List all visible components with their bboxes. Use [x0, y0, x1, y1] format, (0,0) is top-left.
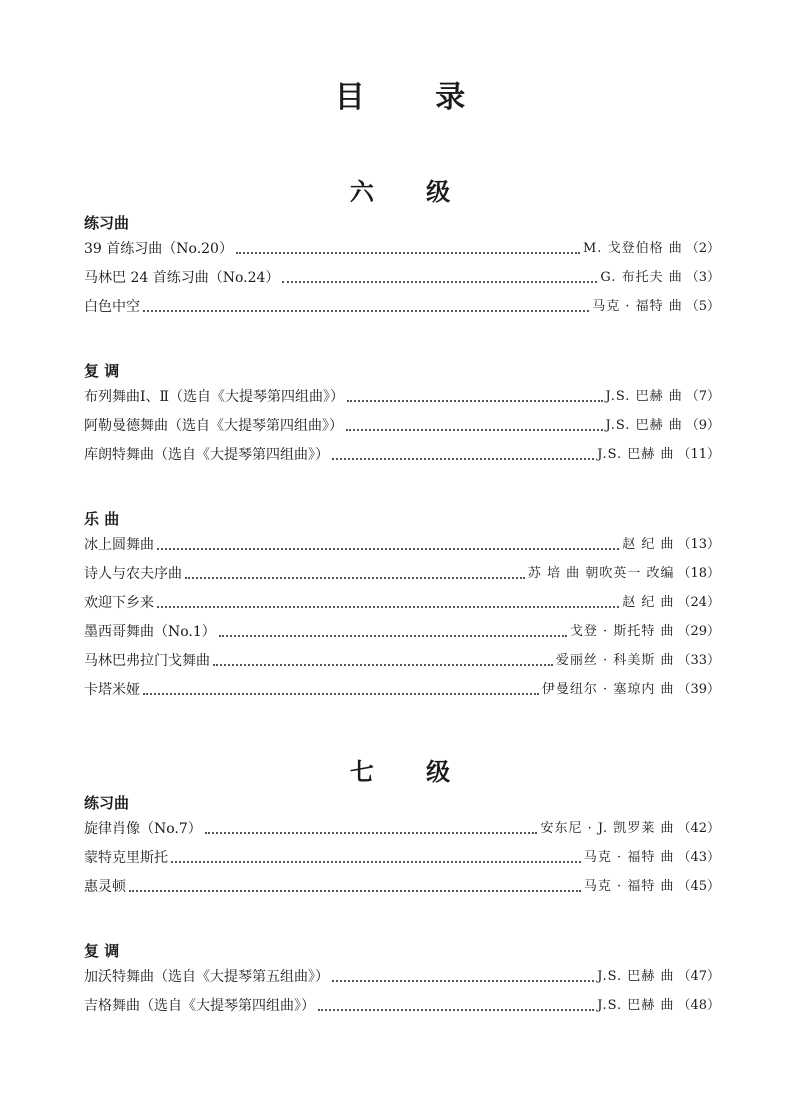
- dot-leader: [157, 548, 619, 550]
- dot-leader: [129, 890, 581, 892]
- dot-leader: [213, 664, 553, 666]
- dot-leader: [143, 693, 539, 695]
- toc-entry[interactable]: [84, 816, 720, 838]
- toc-entry[interactable]: [84, 265, 720, 287]
- entry-page: （43）: [677, 850, 720, 865]
- dot-leader: [205, 832, 538, 834]
- entry-page: （9）: [685, 418, 720, 433]
- page-title: 目 录: [334, 80, 496, 115]
- entry-page: （18）: [677, 566, 720, 581]
- toc-entry[interactable]: [84, 677, 720, 699]
- entry-page: （2）: [685, 241, 720, 256]
- entry-title: 旋律肖像（No.7）: [84, 821, 202, 837]
- toc-entry[interactable]: [84, 532, 720, 554]
- entry-page: （48）: [677, 998, 720, 1013]
- level-heading-7: 七 级: [349, 758, 473, 786]
- entry-composer: J.S. 巴赫 曲: [605, 389, 683, 404]
- entry-composer: 马克 · 福特 曲: [592, 299, 683, 314]
- entry-composer: 苏 培 曲 朝吹英一 改编: [527, 566, 675, 581]
- dot-leader: [346, 429, 603, 431]
- entry-title: 吉格舞曲（选自《大提琴第四组曲》）: [84, 998, 315, 1014]
- entry-title: 欢迎下乡来: [84, 595, 154, 611]
- entry-title: 39 首练习曲（No.20）: [84, 241, 233, 257]
- entry-page: （24）: [677, 595, 720, 610]
- entry-title: 布列舞曲Ⅰ、Ⅱ（选自《大提琴第四组曲》）: [84, 389, 345, 405]
- dot-leader: [236, 252, 580, 254]
- toc-entry[interactable]: [84, 384, 720, 406]
- category-heading: 乐 曲: [84, 510, 120, 528]
- entry-title: 加沃特舞曲（选自《大提琴第五组曲》）: [84, 969, 329, 985]
- entry-title: 库朗特舞曲（选自《大提琴第四组曲》）: [84, 447, 329, 463]
- entry-title: 诗人与农夫序曲: [84, 566, 182, 582]
- toc-entry[interactable]: [84, 294, 720, 316]
- entry-title: 马林巴 24 首练习曲（No.24）: [84, 270, 280, 286]
- entry-composer: G. 布托夫 曲: [600, 270, 683, 285]
- level-heading-6: 六 级: [349, 178, 473, 206]
- entry-page: （5）: [685, 299, 720, 314]
- toc-entry[interactable]: [84, 619, 720, 641]
- entry-page: （45）: [677, 879, 720, 894]
- entry-title: 马林巴弗拉门戈舞曲: [84, 653, 210, 669]
- entry-composer: 安东尼 · J. 凯罗莱 曲: [540, 821, 675, 836]
- dot-leader: [143, 310, 589, 312]
- dot-leader: [219, 635, 567, 637]
- toc-entry[interactable]: [84, 236, 720, 258]
- entry-composer: 戈登 · 斯托特 曲: [569, 624, 675, 639]
- entry-page: （42）: [677, 821, 720, 836]
- toc-entry[interactable]: [84, 561, 720, 583]
- toc-entry[interactable]: [84, 874, 720, 896]
- entry-page: （39）: [677, 682, 720, 697]
- entry-composer: 伊曼纽尔 · 塞琼内 曲: [541, 682, 675, 697]
- entry-composer: 马克 · 福特 曲: [583, 879, 675, 894]
- entry-title: 卡塔米娅: [84, 682, 140, 698]
- entry-title: 墨西哥舞曲（No.1）: [84, 624, 216, 640]
- category-heading: 练习曲: [84, 794, 130, 812]
- category-heading: 复 调: [84, 942, 120, 960]
- toc-entry[interactable]: [84, 648, 720, 670]
- dot-leader: [282, 281, 597, 283]
- dot-leader: [185, 577, 525, 579]
- entry-composer: 爱丽丝 · 科美斯 曲: [555, 653, 675, 668]
- dot-leader: [332, 458, 594, 460]
- entry-composer: 赵 纪 曲: [622, 537, 675, 552]
- entry-composer: J.S. 巴赫 曲: [597, 998, 675, 1013]
- toc-entry[interactable]: [84, 845, 720, 867]
- entry-composer: J.S. 巴赫 曲: [597, 969, 675, 984]
- dot-leader: [347, 400, 602, 402]
- entry-page: （7）: [685, 389, 720, 404]
- entry-composer: 赵 纪 曲: [622, 595, 675, 610]
- entry-composer: M. 戈登伯格 曲: [583, 241, 683, 256]
- entry-page: （13）: [677, 537, 720, 552]
- entry-title: 冰上圆舞曲: [84, 537, 154, 553]
- dot-leader: [157, 606, 619, 608]
- dot-leader: [332, 980, 594, 982]
- entry-title: 阿勒曼德舞曲（选自《大提琴第四组曲》）: [84, 418, 343, 434]
- entry-title: 惠灵顿: [84, 879, 126, 895]
- category-heading: 练习曲: [84, 214, 130, 232]
- toc-entry[interactable]: [84, 413, 720, 435]
- toc-entry[interactable]: [84, 964, 720, 986]
- toc-entry[interactable]: [84, 993, 720, 1015]
- entry-page: （33）: [677, 653, 720, 668]
- entry-page: （29）: [677, 624, 720, 639]
- entry-composer: 马克 · 福特 曲: [583, 850, 675, 865]
- category-heading: 复 调: [84, 362, 120, 380]
- entry-page: （47）: [677, 969, 720, 984]
- entry-composer: J.S. 巴赫 曲: [605, 418, 683, 433]
- toc-entry[interactable]: [84, 590, 720, 612]
- entry-composer: J.S. 巴赫 曲: [597, 447, 675, 462]
- entry-title: 蒙特克里斯托: [84, 850, 168, 866]
- dot-leader: [171, 861, 581, 863]
- entry-page: （3）: [685, 270, 720, 285]
- toc-entry[interactable]: [84, 442, 720, 464]
- entry-page: （11）: [677, 447, 720, 462]
- dot-leader: [318, 1009, 594, 1011]
- entry-title: 白色中空: [84, 299, 140, 315]
